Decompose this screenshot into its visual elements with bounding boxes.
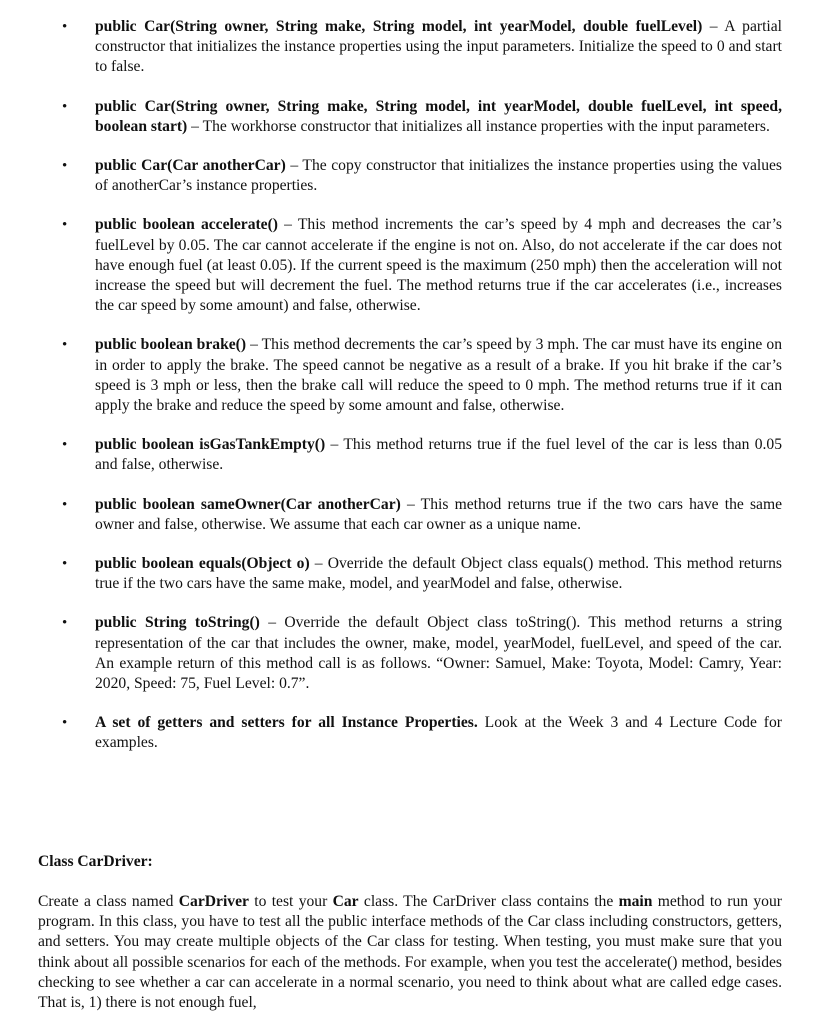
list-item bbox=[0, 554, 827, 594]
method-signature: public boolean sameOwner(Car anotherCar) bbox=[95, 495, 401, 513]
method-signature: public boolean equals(Object o) bbox=[95, 555, 310, 573]
bullet-icon: • bbox=[62, 217, 68, 234]
list-item bbox=[0, 613, 827, 694]
method-description: – Override the default Object class equals() method. This method returns true if the two cars have the same make, model, and yearModel and false, otherwise. bbox=[95, 555, 782, 593]
method-description: – The copy constructor that initializes the instance properties using the values of anotherCar’s instance properties. bbox=[95, 157, 782, 195]
bullet-icon: • bbox=[62, 158, 68, 175]
method-signature: public boolean isGasTankEmpty() bbox=[95, 436, 326, 454]
list-item bbox=[0, 97, 827, 137]
method-signature: public Car(String owner, String make, String model, int yearModel, double fuelLevel, int speed, boolean start) bbox=[95, 97, 782, 135]
method-description: – This method returns true if the two cars have the same owner and false, otherwise. We assume that each car owner as a unique name. bbox=[95, 495, 783, 533]
method-name-main: main bbox=[618, 893, 653, 910]
paragraph-text: method to run your program. In this class, you have to test all the public interface methods of the Car class including constructors, getters, and setters. You may create multiple objects of the Car class for testing. When testing, you must make sure that you think about all possible scenarios for each of the methods. For example, when you test the accelerate() method, besides checking to see whether a car can accelerate in a normal scenario, you need to think about what are called edge cases. That is, 1) there is not enough fuel, bbox=[38, 893, 782, 1012]
method-signature: public Car(String owner, String make, String model, int yearModel, double fuelLevel) bbox=[95, 18, 703, 35]
method-signature: public boolean accelerate() bbox=[95, 216, 278, 234]
paragraph-text: class. The CarDriver class contains the bbox=[358, 893, 619, 910]
section-paragraph bbox=[38, 892, 782, 1013]
method-list bbox=[0, 17, 827, 773]
method-signature: public String toString() bbox=[95, 614, 260, 632]
bullet-icon: • bbox=[62, 496, 68, 513]
method-description: – The workhorse constructor that initializes all instance properties with the input parameters. bbox=[187, 117, 770, 135]
method-description: – This method increments the car’s speed by 4 mph and decreases the car’s fuelLevel by 0.05. The car cannot accelerate if the engine is not on. Also, do not accelerate if the car does not have enough fuel (at least 0.05). If the current speed is the maximum (250 mph) then the acceleration will not increase the speed but will decrement the fuel. The method returns true if the car accelerates (i.e., increases the car speed by some amount) and false, otherwise. bbox=[95, 216, 782, 315]
list-item bbox=[0, 335, 827, 416]
bullet-icon: • bbox=[62, 337, 68, 354]
paragraph-text: to test your bbox=[248, 893, 333, 910]
method-signature: A set of getters and setters for all Instance Properties. bbox=[95, 714, 478, 732]
list-item bbox=[0, 156, 827, 196]
section-heading: Class CarDriver: bbox=[38, 853, 153, 870]
method-description: Look at the Week 3 and 4 Lecture Code for examples. bbox=[95, 714, 782, 752]
list-item bbox=[0, 495, 827, 535]
bullet-icon: • bbox=[62, 556, 68, 573]
method-description: – This method decrements the car’s speed by 3 mph. The car must have its engine on in order to apply the brake. The speed cannot be negative as a result of a brake. If you hit brake if the car’s speed is 3 mph or less, then the brake call will reduce the speed to 0 mph. The method returns true if it can apply the brake and reduce the speed by some amount and false, otherwise. bbox=[95, 336, 782, 415]
class-name-car: Car bbox=[332, 893, 359, 910]
method-signature: public boolean brake() bbox=[95, 336, 247, 354]
paragraph-text: Create a class named bbox=[38, 893, 179, 910]
list-item bbox=[0, 17, 827, 78]
class-name-cardriver: CarDriver bbox=[178, 893, 249, 910]
list-item bbox=[0, 215, 827, 316]
list-item bbox=[0, 435, 827, 475]
method-description: – Override the default Object class toString(). This method returns a string representation of the car that includes the owner, make, model, yearModel, fuelLevel, and speed of the car. An example return of this method call is as follows. “Owner: Samuel, Make: Toyota, Model: Camry, Year: 2020, Speed: 75, Fuel Level: 0.7”. bbox=[95, 614, 782, 693]
list-item bbox=[0, 713, 827, 753]
bullet-icon: • bbox=[62, 715, 68, 732]
method-description: – This method returns true if the fuel level of the car is less than 0.05 and false, otherwise. bbox=[95, 436, 782, 474]
bullet-icon: • bbox=[62, 19, 68, 35]
bullet-icon: • bbox=[62, 98, 68, 115]
bullet-icon: • bbox=[62, 437, 68, 454]
bullet-icon: • bbox=[62, 615, 68, 632]
method-description: – A partial constructor that initializes the instance properties using the input parameters. Initialize the speed to 0 and start to false. bbox=[95, 18, 782, 76]
method-signature: public Car(Car anotherCar) bbox=[95, 157, 286, 175]
